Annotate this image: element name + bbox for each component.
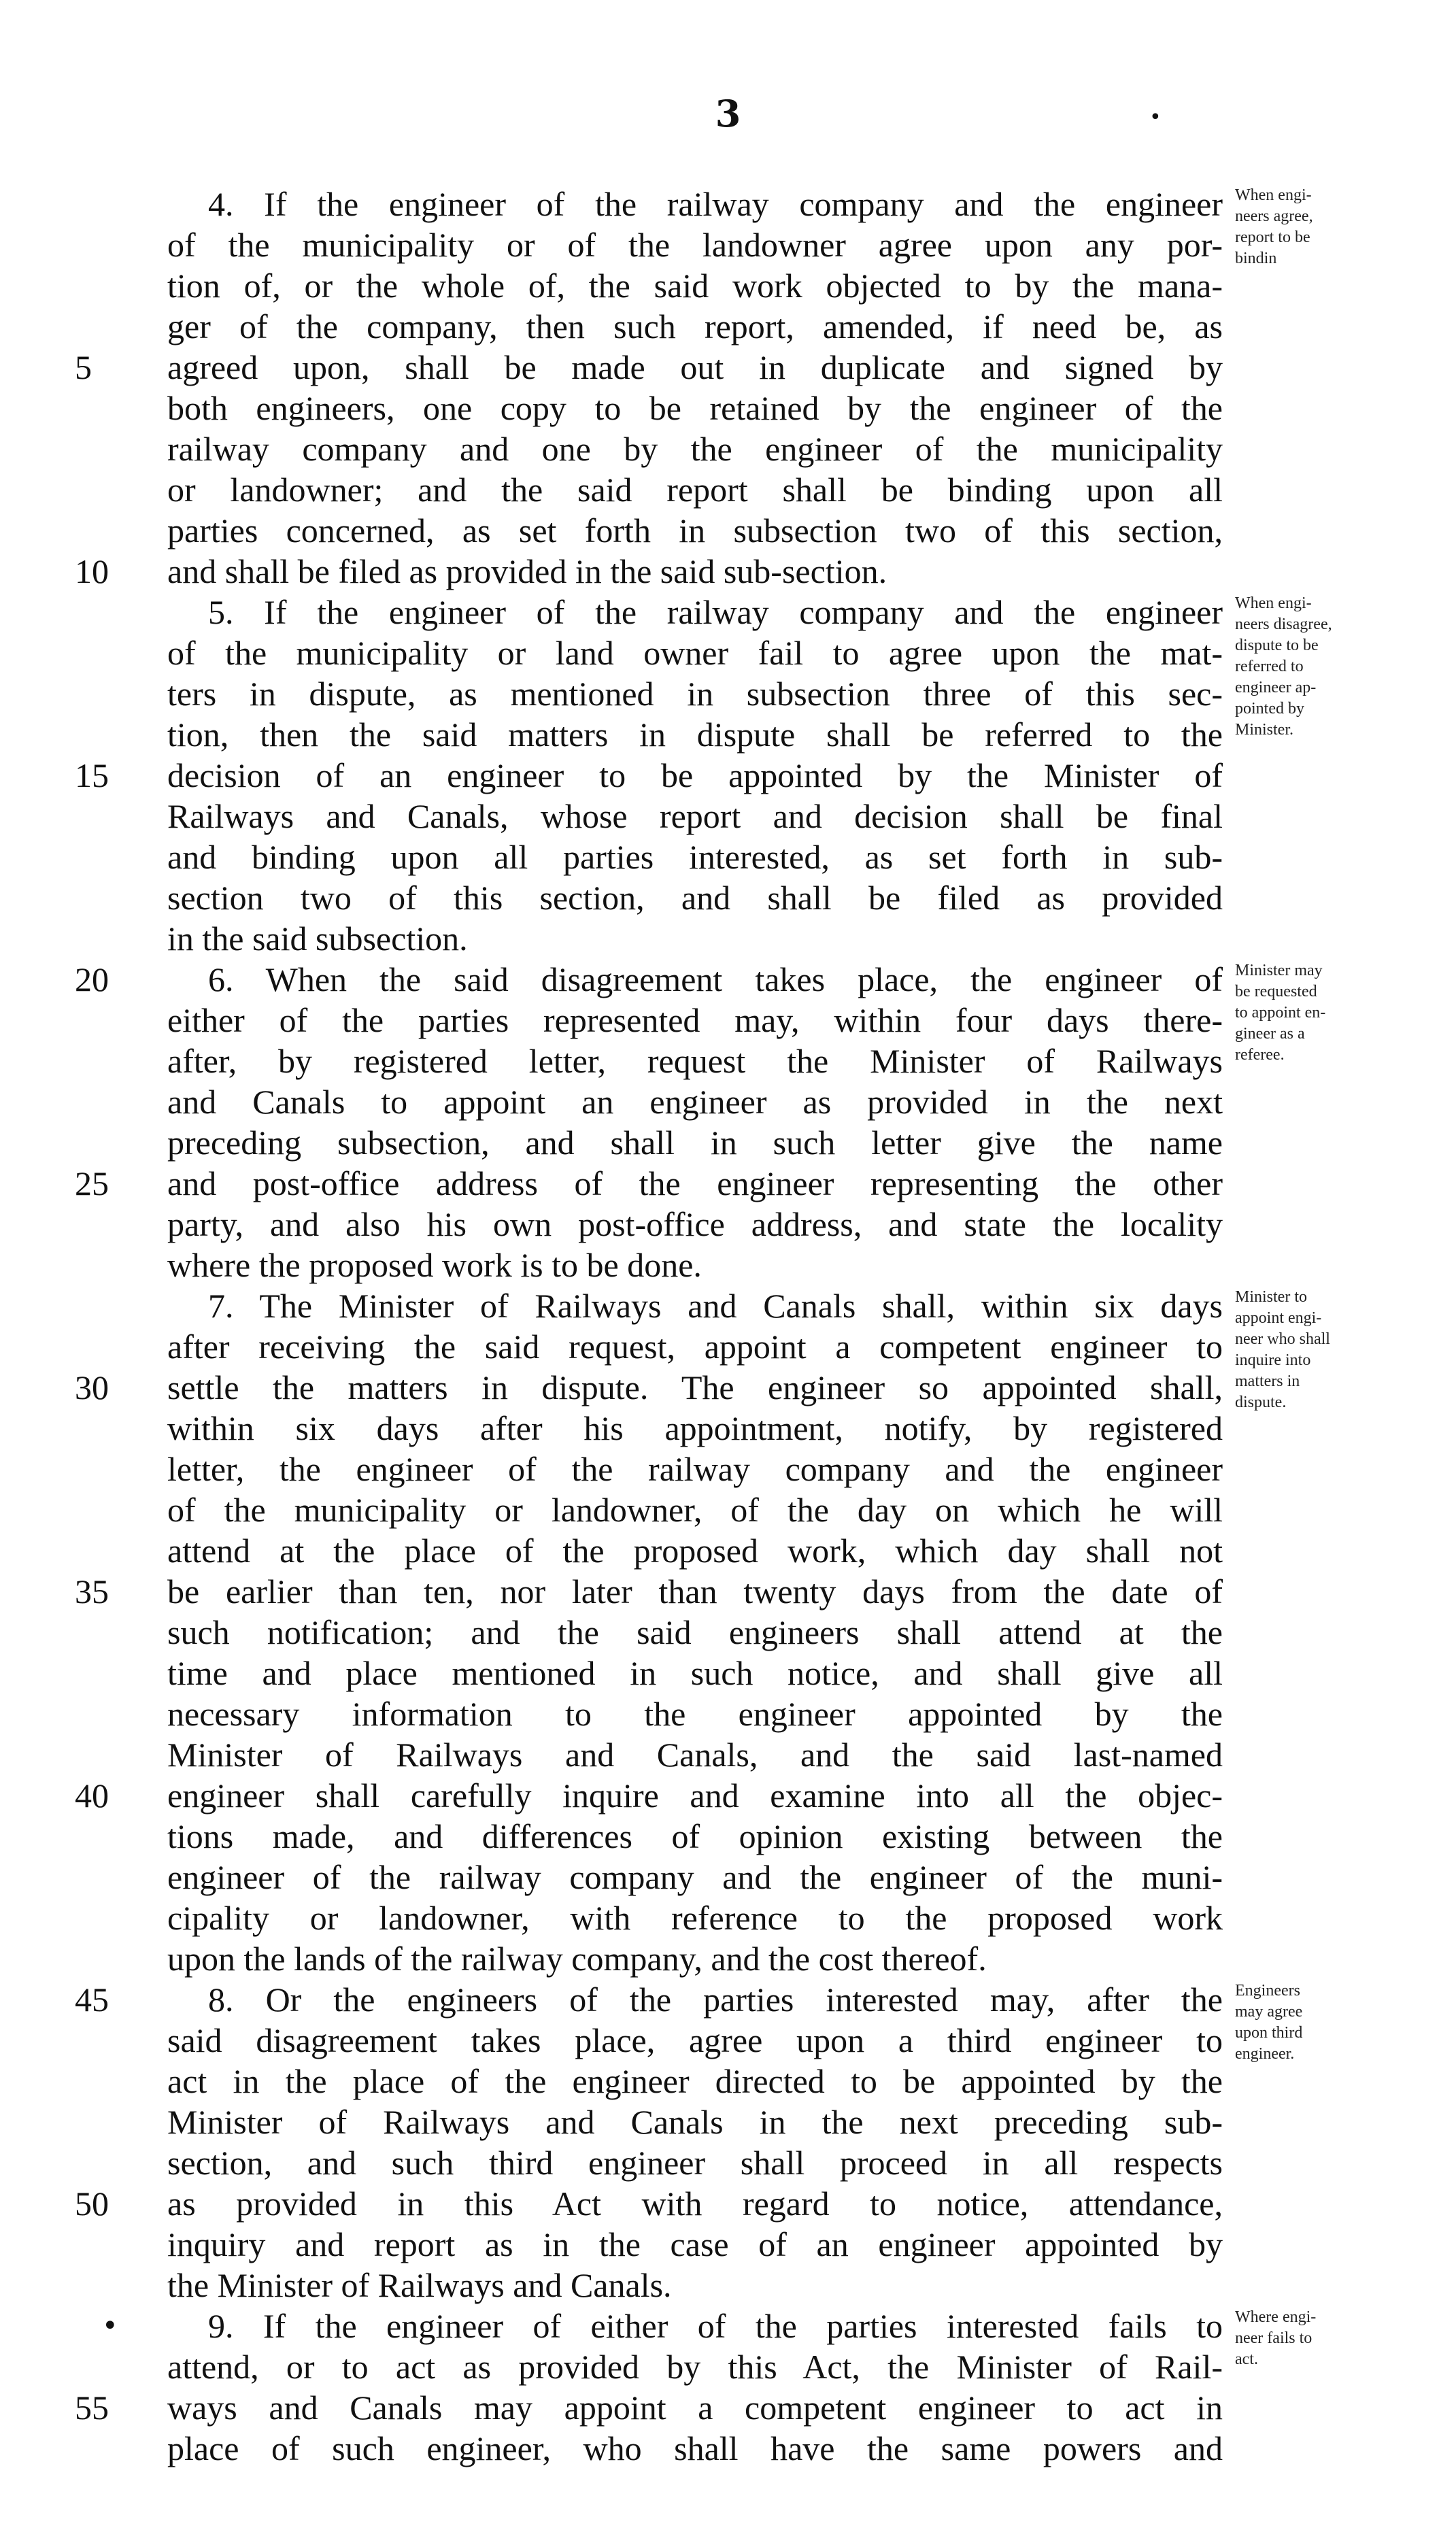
text-line: of the municipality or landowner, of the day on which he will	[167, 1491, 1223, 1529]
text-line: of the municipality or land owner fail to agree upon the mat-	[167, 634, 1223, 672]
text-line: place of such engineer, who shall have the same powers and	[167, 2429, 1223, 2467]
text-line: upon the lands of the railway company, and the cost thereof.	[167, 1940, 987, 1978]
text-line: party, and also his own post-office address, and state the locality	[167, 1205, 1223, 1243]
text-line: 5. If the engineer of the railway company and the engineer	[208, 593, 1223, 631]
line-number: 15	[75, 756, 109, 794]
page-number: 3	[715, 92, 741, 135]
line-number: 55	[75, 2389, 109, 2427]
text-line: engineer shall carefully inquire and examine into all the objec-	[167, 1776, 1223, 1815]
marginal-note: Engineers may agree upon third engineer.	[1235, 1982, 1303, 2063]
text-line: 6. When the said disagreement takes place, the engineer of	[208, 960, 1223, 998]
page-dot: •	[1149, 105, 1162, 129]
text-line: section two of this section, and shall be filed as provided	[167, 879, 1223, 917]
text-line: settle the matters in dispute. The engineer so appointed shall,	[167, 1368, 1223, 1406]
marginal-note: When engi- neers disagree, dispute to be referred to engineer ap- pointed by Minister.	[1235, 594, 1332, 739]
line-number: 10	[75, 552, 109, 590]
text-line: 7. The Minister of Railways and Canals shall, within six days	[208, 1287, 1223, 1325]
text-line: letter, the engineer of the railway company and the engineer	[167, 1450, 1223, 1488]
text-line: and post-office address of the engineer representing the other	[167, 1164, 1223, 1202]
text-line: or landowner; and the said report shall be binding upon all	[167, 471, 1223, 509]
text-line: attend at the place of the proposed work, which day shall not	[167, 1532, 1223, 1570]
line-number: 50	[75, 2185, 109, 2223]
text-line: Minister of Railways and Canals, and the said last-named	[167, 1736, 1223, 1774]
text-line: as provided in this Act with regard to notice, attendance,	[167, 2185, 1223, 2223]
text-line: Minister of Railways and Canals in the next preceding sub-	[167, 2103, 1223, 2141]
text-line: agreed upon, shall be made out in duplicate and signed by	[167, 348, 1223, 386]
text-line: either of the parties represented may, within four days there-	[167, 1001, 1223, 1039]
line-number: 35	[75, 1572, 109, 1610]
text-line: necessary information to the engineer appointed by the	[167, 1695, 1223, 1733]
text-line: parties concerned, as set forth in subsection two of this section,	[167, 511, 1223, 550]
marginal-note: Minister may be requested to appoint en- gineer as a referee.	[1235, 962, 1326, 1064]
text-line: 9. If the engineer of either of the parties interested fails to	[208, 2307, 1223, 2345]
margin-bullet: •	[102, 2310, 118, 2342]
text-line: tion, then the said matters in dispute shall be referred to the	[167, 715, 1223, 754]
line-number: 25	[75, 1164, 109, 1202]
text-line: ways and Canals may appoint a competent engineer to act in	[167, 2389, 1223, 2427]
line-number: 30	[75, 1368, 109, 1406]
text-line: the Minister of Railways and Canals.	[167, 2266, 672, 2304]
text-line: such notification; and the said engineers shall attend at the	[167, 1613, 1223, 1651]
text-line: engineer of the railway company and the engineer of the muni-	[167, 1858, 1223, 1896]
text-line: railway company and one by the engineer of the municipality	[167, 430, 1223, 468]
text-line: ger of the company, then such report, amended, if need be, as	[167, 307, 1223, 345]
text-line: and shall be filed as provided in the said sub-section.	[167, 552, 887, 590]
marginal-note: Where engi- neer fails to act.	[1235, 2308, 1317, 2368]
marginal-note: When engi- neers agree, report to be bindin	[1235, 186, 1313, 267]
text-line: decision of an engineer to be appointed by the Minister of	[167, 756, 1223, 794]
line-number: 5	[75, 348, 92, 386]
text-line: act in the place of the engineer directed to be appointed by the	[167, 2062, 1223, 2100]
text-line: be earlier than ten, nor later than twenty days from the date of	[167, 1572, 1223, 1610]
line-number: 20	[75, 960, 109, 998]
line-number: 45	[75, 1980, 109, 2019]
text-line: tions made, and differences of opinion existing between the	[167, 1817, 1223, 1855]
text-line: preceding subsection, and shall in such letter give the name	[167, 1124, 1223, 1162]
text-line: cipality or landowner, with reference to the proposed work	[167, 1899, 1223, 1937]
text-line: after receiving the said request, appoint a competent engineer to	[167, 1328, 1223, 1366]
text-line: where the proposed work is to be done.	[167, 1246, 702, 1284]
text-line: inquiry and report as in the case of an engineer appointed by	[167, 2225, 1223, 2263]
text-line: after, by registered letter, request the Minister of Railways	[167, 1042, 1223, 1080]
text-line: and Canals to appoint an engineer as provided in the next	[167, 1083, 1223, 1121]
text-line: tion of, or the whole of, the said work objected to by the mana-	[167, 267, 1223, 305]
text-line: within six days after his appointment, notify, by registered	[167, 1409, 1223, 1447]
line-number: 40	[75, 1776, 109, 1815]
text-line: 4. If the engineer of the railway company and the engineer	[208, 185, 1223, 223]
text-line: and binding upon all parties interested, as set forth in sub-	[167, 838, 1223, 876]
text-line: Railways and Canals, whose report and decision shall be final	[167, 797, 1223, 835]
marginal-note: Minister to appoint engi- neer who shall inquire into matters in dispute.	[1235, 1288, 1330, 1411]
text-line: ters in dispute, as mentioned in subsection three of this sec-	[167, 675, 1223, 713]
text-line: section, and such third engineer shall proceed in all respects	[167, 2144, 1223, 2182]
text-line: 8. Or the engineers of the parties interested may, after the	[208, 1980, 1223, 2019]
text-line: said disagreement takes place, agree upon a third engineer to	[167, 2021, 1223, 2059]
text-line: attend, or to act as provided by this Act, the Minister of Rail-	[167, 2348, 1223, 2386]
text-line: of the municipality or of the landowner agree upon any por-	[167, 226, 1223, 264]
text-line: in the said subsection.	[167, 920, 468, 958]
text-line: time and place mentioned in such notice, and shall give all	[167, 1654, 1223, 1692]
text-line: both engineers, one copy to be retained by the engineer of the	[167, 389, 1223, 427]
